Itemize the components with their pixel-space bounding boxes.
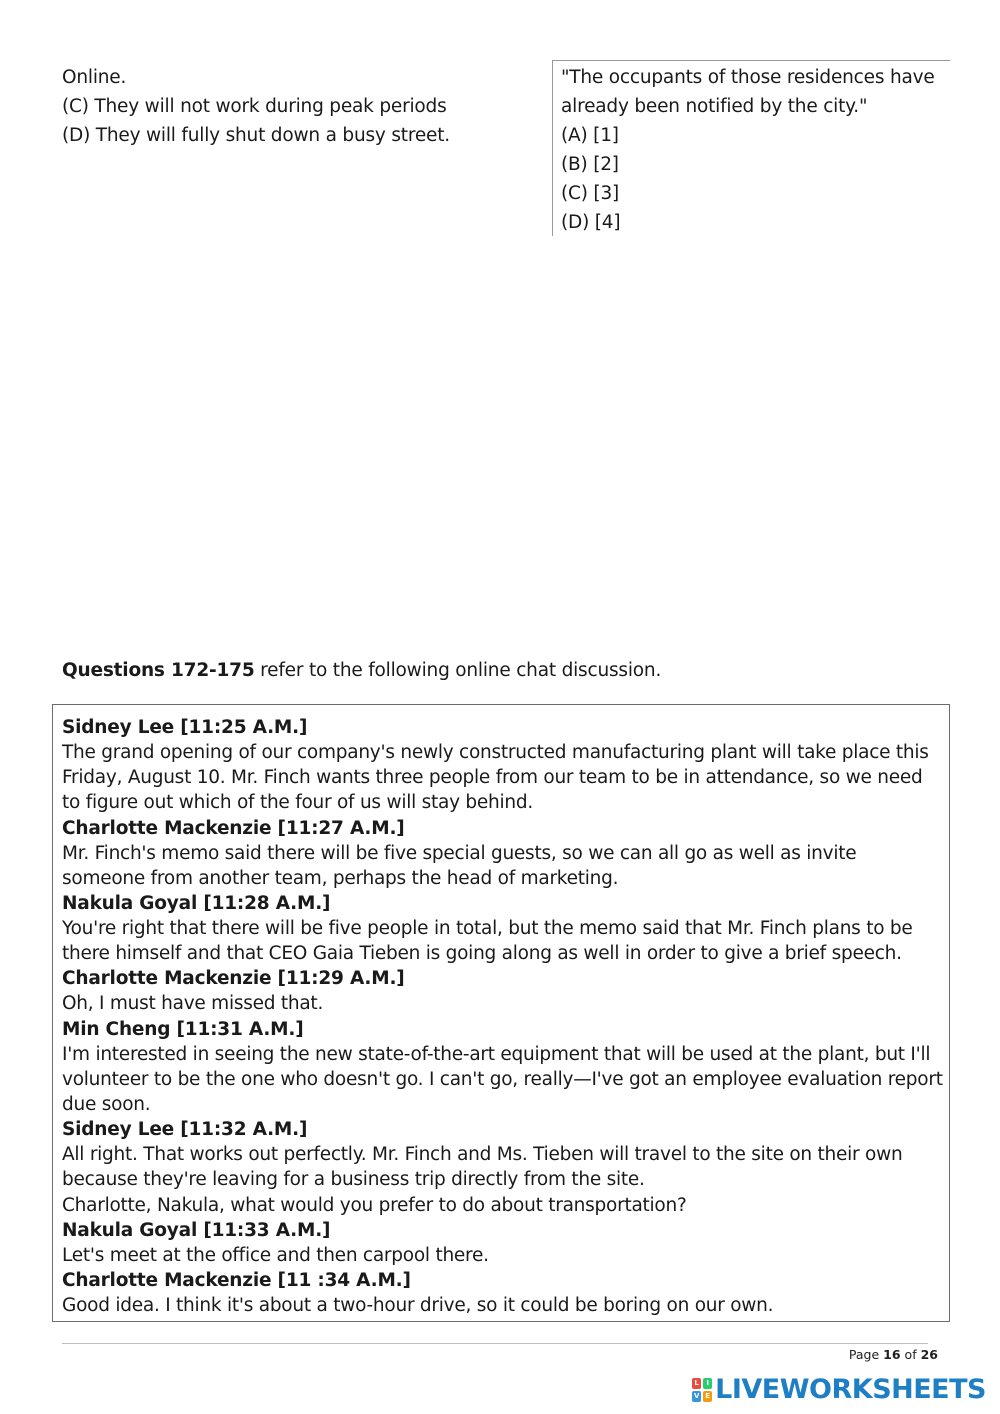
chat-message: I'm interested in seeing the new state-of-the-art equipment that will be used at the plant, but I'll volunteer to be the one who doesn't go. I can't go, really—I've got an employee evaluation report due soon. — [62, 1043, 943, 1116]
left-options-column — [62, 63, 542, 150]
questions-range: Questions 172-175 — [62, 660, 255, 681]
table-column-divider — [552, 60, 553, 236]
chat-entry — [62, 966, 943, 1016]
chat-message: All right. That works out perfectly. Mr. Finch and Ms. Tieben will travel to the site on their own because they're leaving for a business trip directly from the site. — [62, 1144, 903, 1191]
logo-letter: V — [693, 1392, 700, 1400]
chat-message: You're right that there will be five people in total, but the memo said that Mr. Finch plans to be there himself and that CEO Gaia Tieben is going along as well in order to give a brief speech. — [62, 918, 913, 965]
quote-line: already been notified by the city." — [561, 96, 868, 117]
chat-speaker: Charlotte Mackenzie [11:29 A.M.] — [62, 968, 405, 990]
chat-message: Charlotte, Nakula, what would you prefer to do about transportation? — [62, 1194, 687, 1216]
chat-message: The grand opening of our company's newly constructed manufacturing plant will take place this Friday, August 10. Mr. Finch wants three people from our team to be in attendance, so we need to figure out which of the four of us will stay behind. — [62, 742, 929, 814]
chat-speaker: Nakula Goyal [11:33 A.M.] — [62, 1219, 331, 1241]
logo-letter: L — [692, 1378, 701, 1389]
live-blocks-icon — [692, 1378, 712, 1402]
chat-speaker: Nakula Goyal [11:28 A.M.] — [62, 893, 331, 915]
chat-message: Good idea. I think it's about a two-hour drive, so it could be boring on our own. — [62, 1295, 774, 1317]
chat-message: Mr. Finch's memo said there will be five special guests, so we can all go as well as invite someone from another team, perhaps the head of marketing. — [62, 842, 857, 889]
quote-line: "The occupants of those residences have — [561, 67, 935, 88]
chat-entry — [62, 1117, 943, 1218]
chat-discussion-box — [52, 704, 950, 1322]
brand-name: LIVEWORKSHEETS — [715, 1374, 986, 1405]
table-top-rule — [552, 60, 950, 61]
option-line: (C) They will not work during peak periods — [62, 96, 447, 117]
chat-entry — [62, 1218, 943, 1268]
chat-speaker: Charlotte Mackenzie [11:27 A.M.] — [62, 817, 405, 839]
questions-intro — [62, 658, 661, 684]
liveworksheets-logo[interactable] — [692, 1373, 986, 1407]
chat-entry — [62, 891, 943, 966]
page-label: Page — [848, 1347, 880, 1362]
page-of: of — [904, 1347, 917, 1362]
option-line: Online. — [62, 67, 127, 88]
chat-entry — [62, 1268, 943, 1318]
option-line: (D) They will fully shut down a busy street. — [62, 125, 450, 146]
chat-log — [62, 715, 943, 1318]
logo-letter: E — [703, 1391, 712, 1402]
option-line: (C) [3] — [561, 183, 620, 204]
chat-speaker: Min Cheng [11:31 A.M.] — [62, 1018, 304, 1040]
chat-entry — [62, 1017, 943, 1118]
chat-speaker: Sidney Lee [11:25 A.M.] — [62, 717, 308, 738]
chat-entry — [62, 715, 943, 816]
questions-intro-text: refer to the following online chat discussion. — [254, 660, 662, 681]
chat-speaker: Sidney Lee [11:32 A.M.] — [62, 1119, 308, 1141]
option-line: (A) [1] — [561, 125, 619, 146]
page-number — [849, 1347, 938, 1363]
logo-letter: I — [703, 1378, 712, 1389]
chat-message: Oh, I must have missed that. — [62, 993, 324, 1015]
chat-message: Let's meet at the office and then carpool there. — [62, 1244, 489, 1266]
option-line: (B) [2] — [561, 154, 619, 175]
page-current: 16 — [883, 1347, 901, 1362]
page-total: 26 — [920, 1347, 938, 1362]
answer-options-table — [52, 60, 950, 236]
option-line: (D) [4] — [561, 212, 621, 233]
chat-speaker: Charlotte Mackenzie [11 :34 A.M.] — [62, 1270, 411, 1292]
right-options-column — [561, 63, 946, 237]
footer-divider — [62, 1343, 928, 1344]
chat-entry — [62, 816, 943, 891]
